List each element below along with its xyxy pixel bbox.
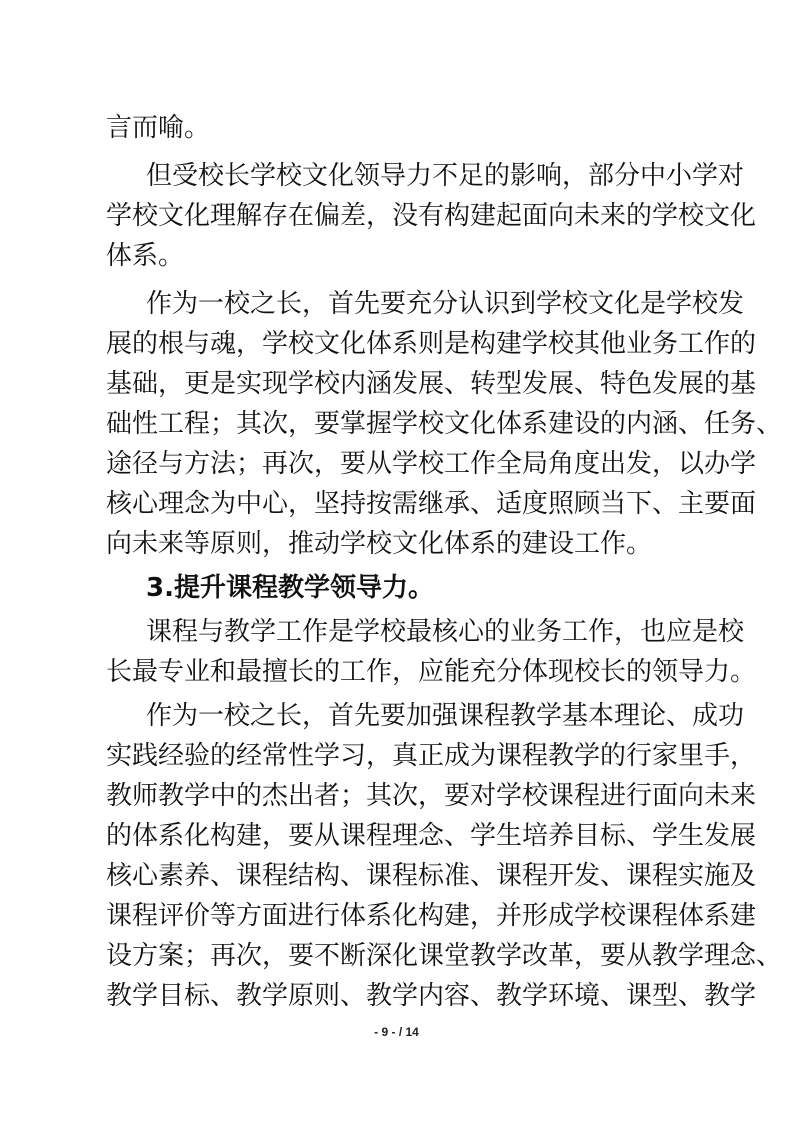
paragraph-line: 核心理念为中心，坚持按需继承、适度照顾当下、主要面	[106, 489, 757, 519]
paragraph-line: 向未来等原则，推动学校文化体系的建设工作。	[106, 529, 653, 559]
paragraph-line: 础性工程；其次，要掌握学校文化体系建设的内涵、任务、	[106, 409, 783, 439]
paragraph-line: 设方案；再次，要不断深化课堂教学改革，要从教学理念、	[106, 941, 783, 971]
paragraph-line: 的体系化构建，要从课程理念、学生培养目标、学生发展	[106, 821, 757, 851]
paragraph-line: 教师教学中的杰出者；其次，要对学校课程进行面向未来	[106, 781, 757, 811]
paragraph-line: 教学目标、教学原则、教学内容、教学环境、课型、教学	[106, 981, 757, 1011]
paragraph-line: 但受校长学校文化领导力不足的影响，部分中小学对	[146, 161, 745, 191]
paragraph-line: 实践经验的经常性学习，真正成为课程教学的行家里手，	[106, 741, 757, 771]
section-heading: 3.提升课程教学领导力。	[146, 573, 434, 603]
paragraph-line: 基础，更是实现学校内涵发展、转型发展、特色发展的基	[106, 369, 757, 399]
paragraph-line: 长最专业和最擅长的工作，应能充分体现校长的领导力。	[106, 657, 757, 687]
paragraph-line: 课程与教学工作是学校最核心的业务工作，也应是校	[146, 617, 745, 647]
paragraph-line: 途径与方法；再次，要从学校工作全局角度出发，以办学	[106, 449, 757, 479]
paragraph-line: 学校文化理解存在偏差，没有构建起面向未来的学校文化	[106, 201, 757, 231]
paragraph-line: 作为一校之长，首先要充分认识到学校文化是学校发	[146, 289, 745, 319]
paragraph-line: 展的根与魂，学校文化体系则是构建学校其他业务工作的	[106, 329, 757, 359]
paragraph-line: 核心素养、课程结构、课程标准、课程开发、课程实施及	[106, 861, 757, 891]
paragraph-line: 体系。	[106, 241, 185, 271]
paragraph-line: 课程评价等方面进行体系化构建，并形成学校课程体系建	[106, 901, 757, 931]
page-number: - 9 - / 14	[374, 1025, 419, 1039]
paragraph-line: 言而喻。	[106, 113, 211, 143]
paragraph-line: 作为一校之长，首先要加强课程教学基本理论、成功	[146, 701, 745, 731]
